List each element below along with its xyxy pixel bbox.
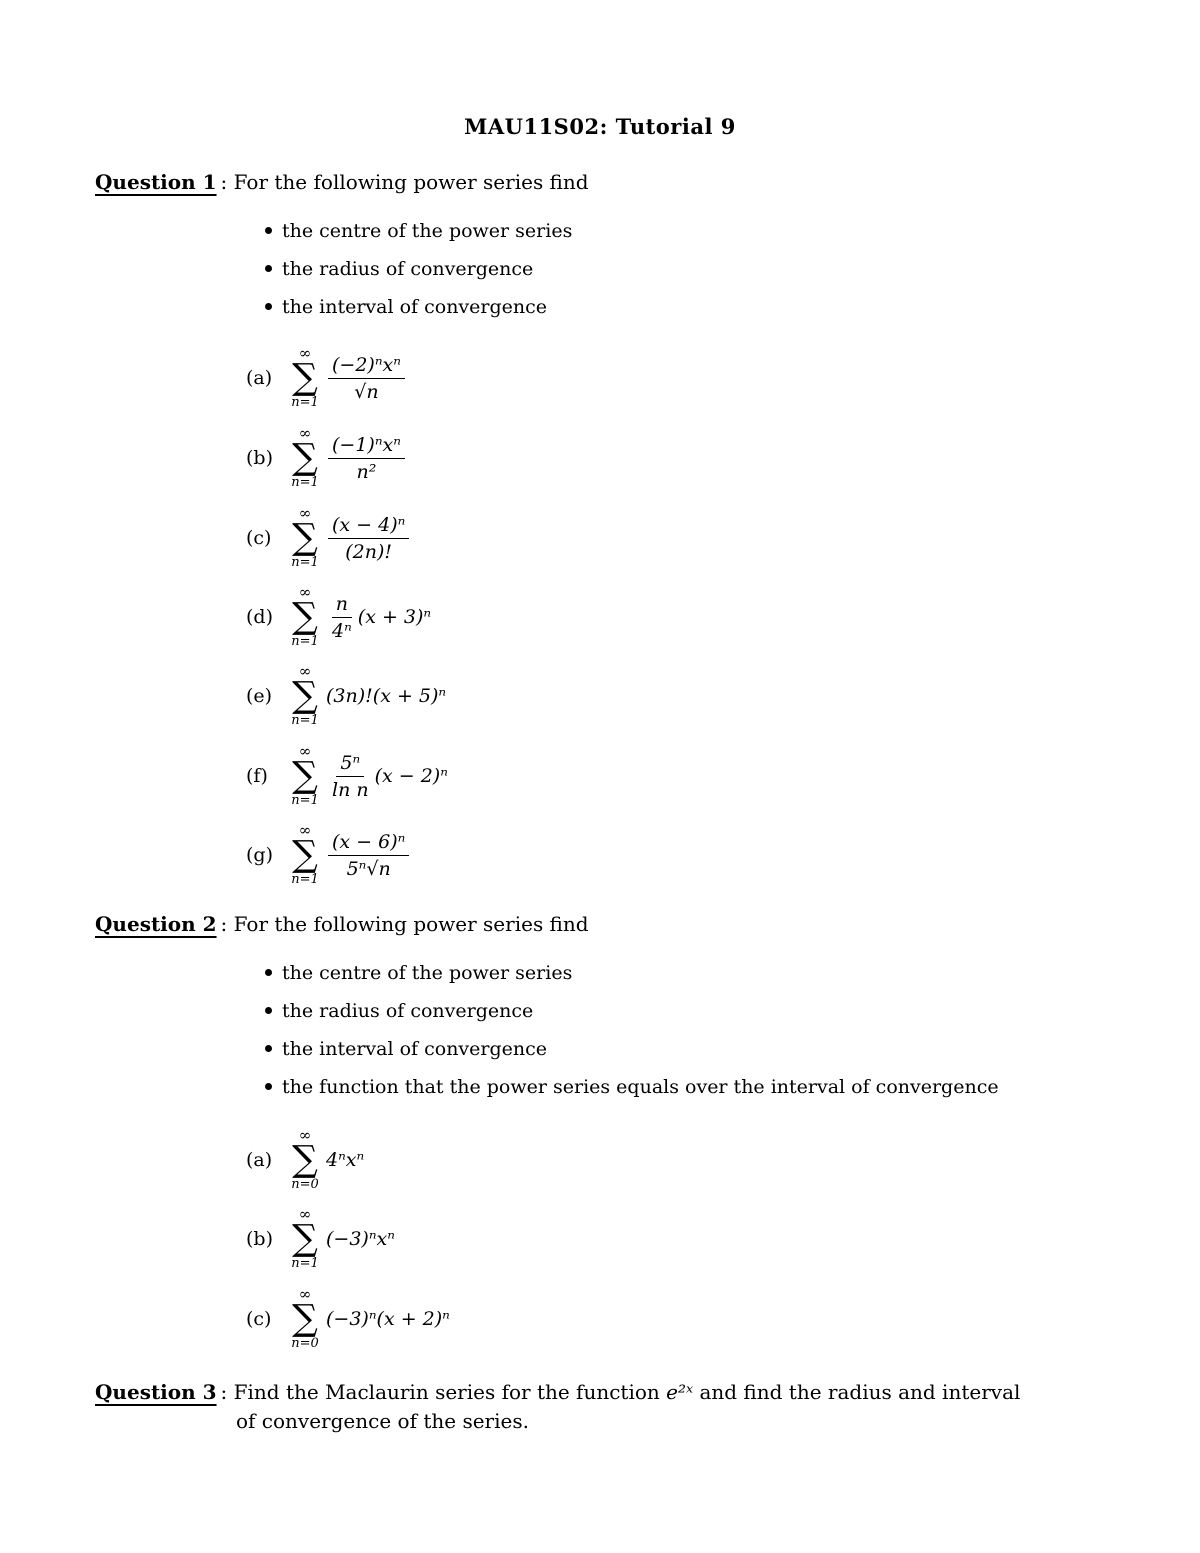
bullet-icon (265, 227, 272, 234)
q1-item-e: (e) ∞ ∑ n=1 (3n)!(x + 5)ⁿ (246, 662, 447, 728)
fraction: $\frac{\text{(x − 6)ⁿ}}{\text{5ⁿ√n}}$ (328, 831, 409, 880)
question-2-bullets (265, 958, 999, 1110)
bullet-item: the radius of convergence (265, 254, 572, 292)
sigma-icon: ∞ ∑ n=1 (291, 583, 319, 649)
q2-item-c: (c) ∞ ∑ n=0 (−3)ⁿ(x + 2)ⁿ (246, 1285, 450, 1351)
sigma-icon: ∞ ∑ n=0 (291, 1126, 319, 1192)
question-2-text: : For the following power series find (220, 912, 589, 936)
sigma-icon: ∞ ∑ n=1 (291, 424, 319, 490)
sigma-icon: ∞ ∑ n=1 (291, 1205, 319, 1271)
sigma-icon: ∞ ∑ n=1 (291, 344, 319, 410)
bullet-item: the centre of the power series (265, 958, 999, 996)
sigma-icon: ∞ ∑ n=0 (291, 1285, 319, 1351)
question-2-heading (95, 912, 589, 936)
bullet-item: the radius of convergence (265, 996, 999, 1034)
q1-item-b: (b) ∞ ∑ n=1 $\frac{\text{(−1)ⁿxⁿ}}{\text{n²}}$ (246, 420, 407, 496)
fraction: $\frac{\text{5ⁿ}}{\text{ln n}}$ (332, 751, 369, 801)
question-1-text: : For the following power series find (220, 170, 589, 194)
q2-item-b: (b) ∞ ∑ n=1 (−3)ⁿxⁿ (246, 1205, 395, 1271)
question-3-label: Question 3 (95, 1380, 217, 1404)
question-2-label: Question 2 (95, 912, 217, 936)
q1-item-a: (a) ∞ ∑ n=1 $\frac{\text{(−2)ⁿxⁿ}}{√n}$ (246, 340, 407, 416)
sigma-icon: ∞ ∑ n=1 (291, 504, 319, 570)
q1-item-d: (d) ∞ ∑ n=1 $\frac{n}{\text{4ⁿ}}$ (x + 3)ⁿ (246, 583, 432, 649)
question-1-heading (95, 170, 589, 194)
bullet-item: the interval of convergence (265, 1034, 999, 1072)
fraction: $\frac{\text{(x − 4)ⁿ}}{(2n)!}$ (328, 514, 409, 563)
bullet-icon (265, 265, 272, 272)
function-expression: e²ˣ (666, 1380, 694, 1404)
bullet-icon (265, 303, 272, 310)
q1-item-c: (c) ∞ ∑ n=1 $\frac{\text{(x − 4)ⁿ}}{(2n)!}$ (246, 500, 411, 576)
fraction: $\frac{\text{(−2)ⁿxⁿ}}{√n}$ (328, 354, 405, 403)
q1-item-f: (f) ∞ ∑ n=1 $\frac{\text{5ⁿ}}{\text{ln n}}$ (x − 2)ⁿ (246, 742, 448, 808)
q1-item-g: (g) ∞ ∑ n=1 $\frac{\text{(x − 6)ⁿ}}{\text{5ⁿ√n}}$ (246, 817, 411, 893)
question-3: Question 3 : Find the Maclaurin series for the function e²ˣ and find the radius and interval of convergence of the series. (95, 1380, 1021, 1433)
q2-item-a: (a) ∞ ∑ n=0 4ⁿxⁿ (246, 1126, 365, 1192)
sigma-icon: ∞ ∑ n=1 (291, 742, 319, 808)
bullet-icon (265, 1083, 272, 1090)
bullet-icon (265, 1045, 272, 1052)
sigma-icon: ∞ ∑ n=1 (291, 662, 319, 728)
bullet-item: the centre of the power series (265, 216, 572, 254)
bullet-icon (265, 969, 272, 976)
fraction: $\frac{n}{\text{4ⁿ}}$ (332, 592, 352, 642)
bullet-item: the interval of convergence (265, 292, 572, 330)
bullet-icon (265, 1007, 272, 1014)
page-title: MAU11S02: Tutorial 9 (464, 114, 736, 139)
sigma-icon: ∞ ∑ n=1 (291, 821, 319, 887)
question-1-label: Question 1 (95, 170, 217, 194)
bullet-item: the function that the power series equals over the interval of convergence (265, 1072, 999, 1110)
fraction: $\frac{\text{(−1)ⁿxⁿ}}{\text{n²}}$ (328, 434, 405, 483)
question-1-bullets (265, 216, 572, 330)
